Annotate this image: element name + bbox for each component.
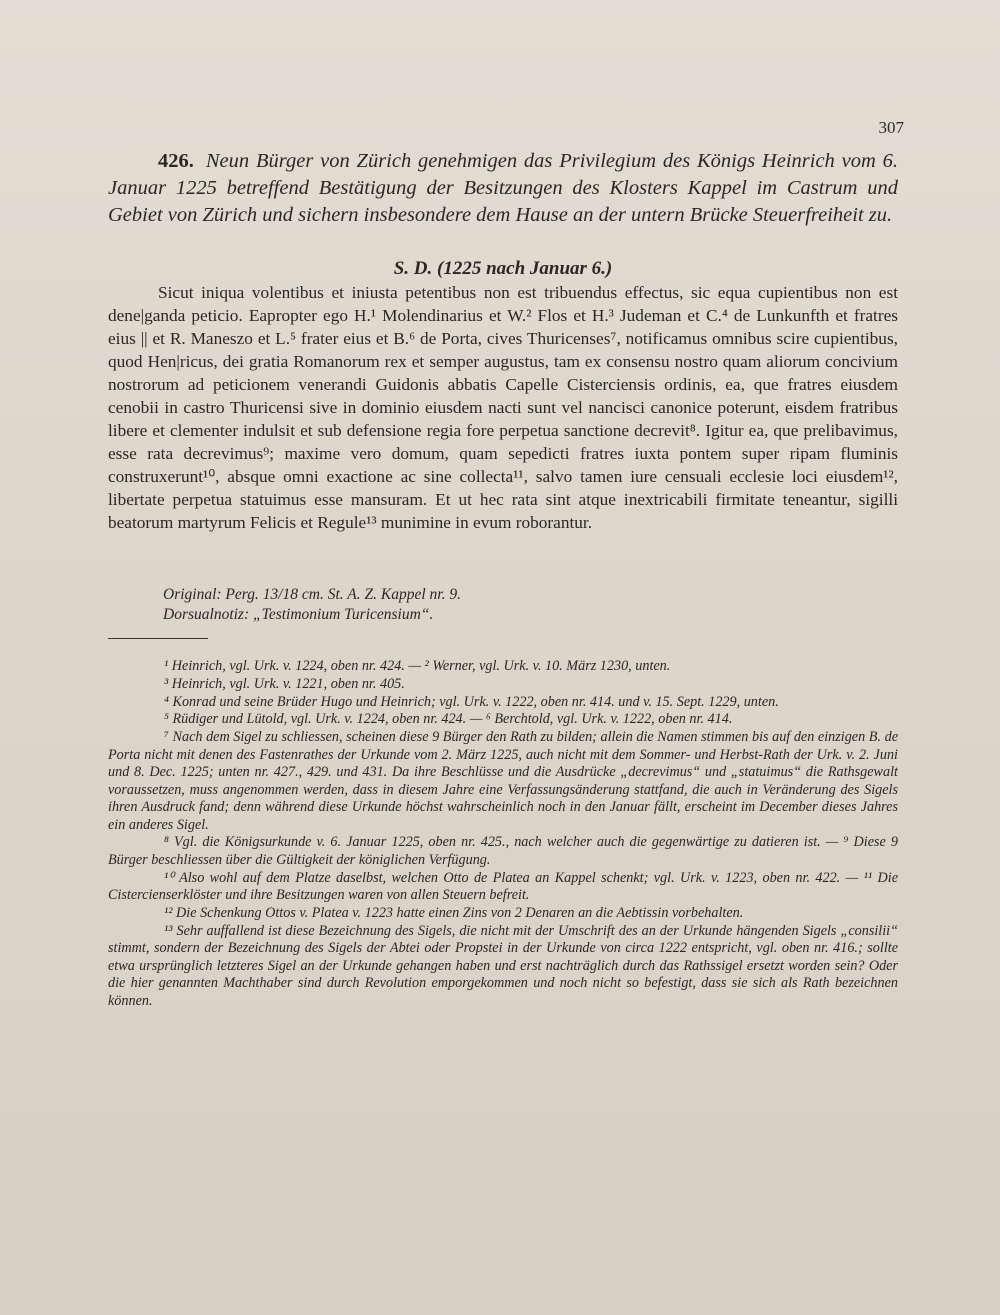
footnote: ¹⁰ Also wohl auf dem Platze daselbst, welchen Otto de Platea an Kappel schenkt; vgl. Urk. v. 1223, oben nr. 422. — ¹¹ Die Cistercienserklöster und ihre Besitzungen waren von allen Steuern befreit. [108,869,898,904]
footnote: ⁵ Rüdiger und Lütold, vgl. Urk. v. 1224, oben nr. 424. — ⁶ Berchtold, vgl. Urk. v. 1222, oben nr. 414. [164,711,733,728]
dateline: S. D. (1225 nach Januar 6.) [393,258,613,279]
footnote-divider [108,638,208,639]
source-info [108,585,898,625]
footnote: ¹ Heinrich, vgl. Urk. v. 1224, oben nr. 424. — ² Werner, vgl. Urk. v. 10. März 1230, unten. [164,658,671,674]
page-number: 307 [878,118,904,137]
footnote: ⁸ Vgl. die Königsurkunde v. 6. Januar 1225, oben nr. 425., nach welcher auch die gegenwärtige zu datieren ist. — ⁹ Diese 9 Bürger beschliessen über die Gültigkeit der königlichen Verfügung. [108,834,898,868]
footnote: ⁴ Konrad und seine Brüder Hugo und Heinrich; vgl. Urk. v. 1222, oben nr. 414. und v. 15. Sept. 1229, unten. [164,693,779,710]
footnote: ³ Heinrich, vgl. Urk. v. 1221, oben nr. 405. [164,675,405,692]
document-title: Neun Bürger von Zürich genehmigen das Privilegium des Königs Heinrich vom 6. Januar 1225 betreffend Bestätigung der Besitzungen des Klosters Kappel im Castrum und Gebiet von Zürich und sichern insbesondere dem Hause an der untern Brücke Steuerfreiheit zu. [108,150,898,226]
original-note: Original: Perg. 13/18 cm. St. A. Z. Kappel nr. 9. [163,586,461,603]
footnote: ¹² Die Schenkung Ottos v. Platea v. 1223 hatte einen Zins von 2 Denaren an die Aebtissin vorbehalten. [164,905,744,922]
footnote: ⁷ Nach dem Sigel zu schliessen, scheinen diese 9 Bürger den Rath zu bilden; allein die Namen stimmen bis auf den einzigen B. de Porta nicht mit denen des Fastenrathes der Urkunde vom 2. März 1225, auch nicht mit dem Sommer- und Herbst-Rath der Urk. v. 2. Juni und 8. Dec. 1225; unten nr. 427., 429. und 431. Da ihre Beschlüsse und die Ausdrücke „decrevimus“ und „statuimus“ die Rathsgewalt voraussetzen, muss angenommen werden, dass in diesem Jahre eine Verfassungsänderung stattfand, die auch in Veränderung des Sigels ihren Ausdruck fand; denn während diese Urkunde höchst wahrscheinlich noch in den Januar fällt, erscheint im December dieses Jahres ein anderes Sigel. [108,729,898,833]
footnote: ¹³ Sehr auffallend ist diese Bezeichnung des Sigels, die nicht mit der Umschrift des an der Urkunde hängenden Sigels „consilii“ stimmt, sondern der Bezeichnung des Sigels der Abtei oder Propstei in der Urkunde von circa 1222 entspricht, vgl. oben nr. 416.; sollte etwa ursprünglich letzteres Sigel an der Urkunde gehangen haben und erst nachträglich durch das Rathssigel ersetzt worden sein? Oder die hier genannten Machthaber sind durch Revolution emporgekommen und noch nicht so befestigt, dass sie sich als Rath bezeichnen können. [108,922,898,1009]
footnotes [108,658,898,1011]
dorsual-note: Dorsualnotiz: „Testimonium Turicensium“. [163,606,434,623]
document-body [108,281,898,534]
document-heading [108,148,898,229]
document-number: 426. [158,150,194,172]
body-paragraph: Sicut iniqua volentibus et iniusta petentibus non est tribuendus effectus, sic equa cupientibus non est dene|ganda peticio. Eapropter ego H.¹ Molendinarius et W.² Flos et H.³ Judeman et C.⁴ de Lunkunfth et fratres eius || et R. Maneszo et L.⁵ frater eius et B.⁶ de Porta, cives Thuricenses⁷, notificamus omnibus scire cupientibus, quod Hen|ricus, dei gratia Romanorum rex et semper augustus, tam ex consensu nostro quam aliorum concivium nostrorum ad peticionem venerandi Guidonis abbatis Capelle Cisterciensis ordinis, ea, que fratres eiusdem cenobii in castro Thuricensi sive in dominio eiusdem nacti sunt vel nancisci canonice poterunt, eisdem fratribus libere et clementer indulsit et sub defensione regia fore perpetua sanctione decrevit⁸. Igitur ea, que prelibavimus, esse rata decrevimus⁹; maxime vero domum, quam sepedicti fratres iuxta pontem super ripam fluminis construxerunt¹⁰, absque omni exactione ac sine collecta¹¹, salvo tamen iure censuali ecclesie loci eiusdem¹², libertate perpetua statuimus esse mansuram. Et ut hec rata sint atque inextricabili firmitate teneantur, sigilli beatorum martyrum Felicis et Regule¹³ munimine in evum roborantur. [108,283,898,532]
